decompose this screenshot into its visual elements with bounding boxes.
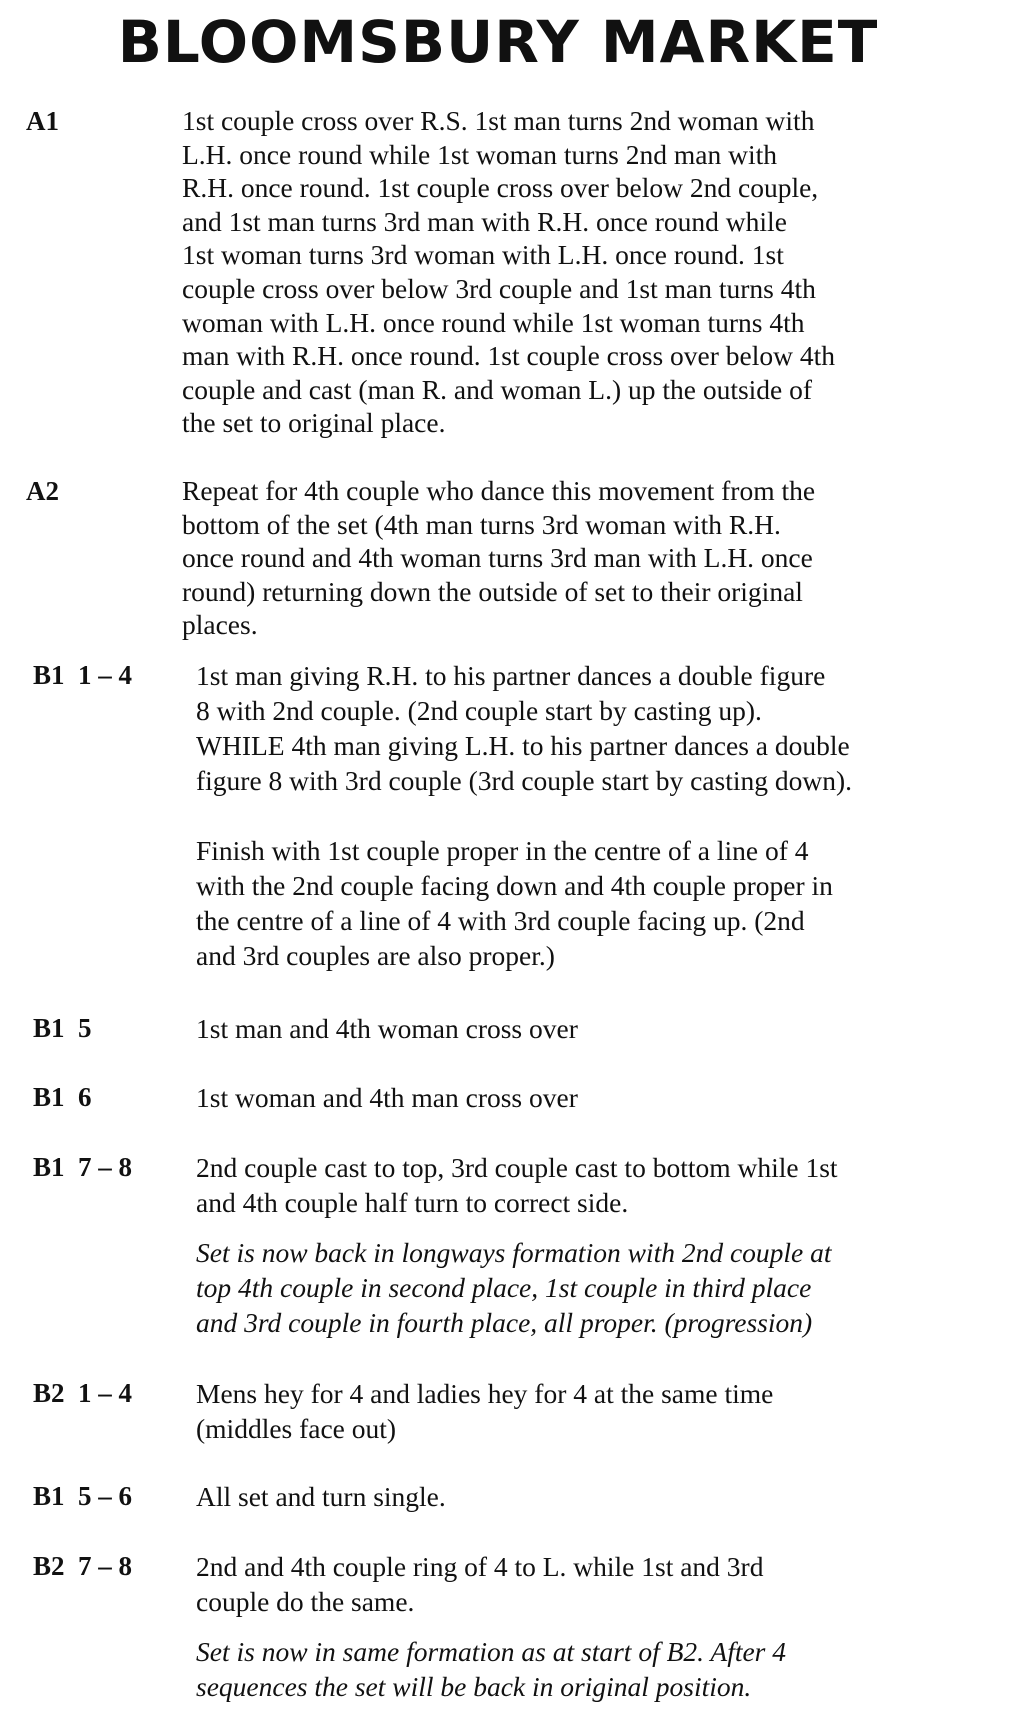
text-line: woman with L.H. once round while 1st woman turns 4th [182, 306, 805, 338]
section-b2-7-8-note [196, 1634, 786, 1704]
note-line: Set is now in same formation as at start of B2. After 4 [196, 1636, 787, 1667]
text-line: bottom of the set (4th man turns 3rd woman with R.H. [182, 508, 781, 540]
text-line: All set and turn single. [196, 1481, 446, 1512]
note-line: top 4th couple in second place, 1st couple in third place [196, 1272, 812, 1303]
text-line: Repeat for 4th couple who dance this movement from the [182, 475, 816, 506]
text-line: once round and 4th woman turns 3rd man with L.H. once [182, 542, 813, 574]
section-b2-7-8-text [196, 1549, 763, 1619]
section-b1-7-8-text [196, 1150, 838, 1220]
section-label-b1-7-8: B1 7 – 8 [33, 1152, 133, 1182]
section-label-b1-1-4: B1 1 – 4 [33, 660, 133, 690]
section-label-b2-7-8: B2 7 – 8 [33, 1551, 133, 1581]
section-b1-7-8-note [196, 1235, 832, 1340]
section-b1-1-4-text [196, 658, 852, 798]
text-line: Mens hey for 4 and ladies hey for 4 at the same time [196, 1378, 774, 1409]
text-line: and 4th couple half turn to correct side. [196, 1187, 629, 1218]
section-b1-5-text [196, 1011, 578, 1046]
text-line: 8 with 2nd couple. (2nd couple start by casting up). [196, 695, 762, 726]
text-line: 1st man and 4th woman cross over [196, 1013, 578, 1044]
section-label-a1: A1 [26, 106, 59, 136]
section-label-b1-6: B1 6 [33, 1082, 92, 1112]
section-b1-6-text [196, 1080, 578, 1115]
text-line: Finish with 1st couple proper in the centre of a line of 4 [196, 835, 809, 866]
section-label-a2: A2 [26, 476, 59, 506]
text-line: 2nd couple cast to top, 3rd couple cast to bottom while 1st [196, 1152, 838, 1183]
note-line: and 3rd couple in fourth place, all proper. (progression) [196, 1307, 813, 1338]
text-line: places. [182, 609, 258, 641]
text-line: and 1st man turns 3rd man with R.H. once round while [182, 205, 787, 237]
text-line: 1st woman and 4th man cross over [196, 1082, 578, 1113]
text-line: couple cross over below 3rd couple and 1st man turns 4th [182, 272, 816, 304]
text-line: man with R.H. once round. 1st couple cross over below 4th [182, 340, 836, 372]
text-line: the centre of a line of 4 with 3rd couple facing up. (2nd [196, 905, 805, 936]
section-b1-5-6-text [196, 1479, 446, 1514]
text-line: couple do the same. [196, 1586, 415, 1617]
section-label-b2-1-4: B2 1 – 4 [33, 1378, 133, 1408]
text-line: L.H. once round while 1st woman turns 2nd man with [182, 138, 777, 170]
text-line: 2nd and 4th couple ring of 4 to L. while 1st and 3rd [196, 1551, 764, 1582]
dance-title: BLOOMSBURY MARKET [117, 8, 879, 76]
text-line: and 3rd couples are also proper.) [196, 940, 555, 971]
note-line: sequences the set will be back in original position. [196, 1671, 752, 1702]
section-a2-text [182, 474, 815, 642]
section-label-b1-5: B1 5 [33, 1013, 92, 1043]
section-b2-1-4-text [196, 1376, 773, 1446]
text-line: figure 8 with 3rd couple (3rd couple start by casting down). [196, 765, 853, 796]
note-line: Set is now back in longways formation with 2nd couple at [196, 1237, 832, 1268]
text-line: (middles face out) [196, 1413, 397, 1444]
text-line: the set to original place. [182, 407, 446, 439]
section-a1-text [182, 104, 835, 440]
text-line: couple and cast (man R. and woman L.) up the outside of [182, 373, 813, 405]
text-line: R.H. once round. 1st couple cross over below 2nd couple, [182, 172, 819, 204]
text-line: 1st woman turns 3rd woman with L.H. once round. 1st [182, 239, 784, 271]
section-b1-1-4-finish-text [196, 833, 833, 973]
text-line: WHILE 4th man giving L.H. to his partner dances a double [196, 730, 850, 761]
text-line: 1st couple cross over R.S. 1st man turns 2nd woman with [182, 105, 815, 136]
text-line: round) returning down the outside of set to their original [182, 575, 803, 607]
text-line: with the 2nd couple facing down and 4th couple proper in [196, 870, 833, 901]
text-line: 1st man giving R.H. to his partner dances a double figure [196, 660, 826, 691]
section-label-b1-5-6: B1 5 – 6 [33, 1481, 133, 1511]
